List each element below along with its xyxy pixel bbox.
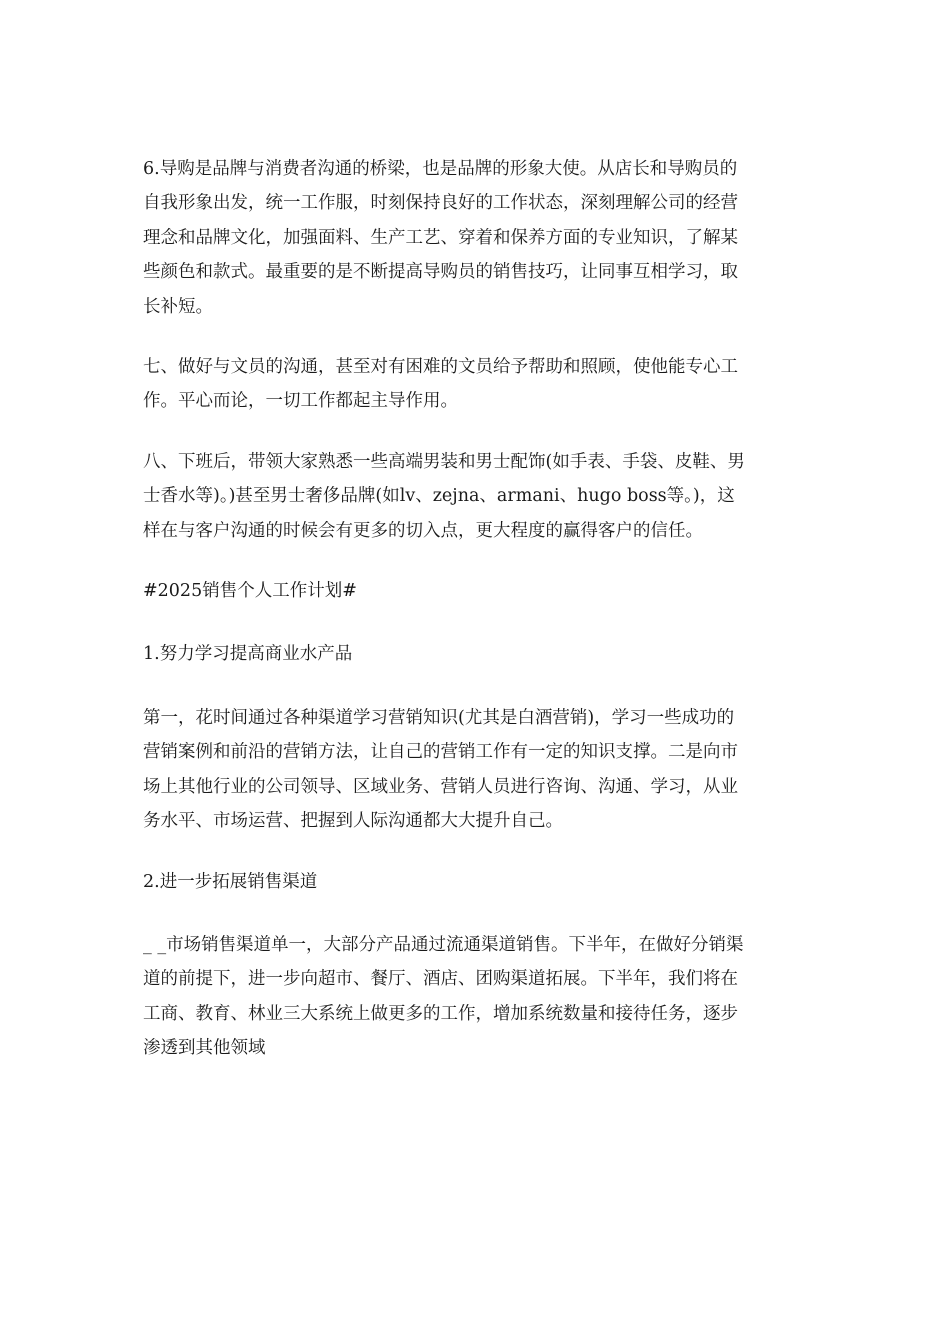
section-heading-1: 1.努力学习提高商业水产品 xyxy=(143,644,353,665)
text-line: 八、下班后，带领大家熟悉一些高端男装和男士配饰(如手表、手袋、皮鞋、男 xyxy=(143,451,745,472)
topic-tag: #2025销售个人工作计划# xyxy=(143,581,357,602)
text-line: 道的前提下，进一步向超市、餐厅、酒店、团购渠道拓展。下半年，我们将在 xyxy=(143,969,738,990)
text-line: 作。平心而论，一切工作都起主导作用。 xyxy=(143,391,458,412)
paragraph-clerk-communication xyxy=(143,350,808,419)
text-line: 第一，花时间通过各种渠道学习营销知识(尤其是白酒营销)，学习一些成功的 xyxy=(143,707,735,728)
text-line: 士香水等)。)甚至男士奢侈品牌(如lv、zejna、armani、hugo boss等。)，这 xyxy=(143,486,735,507)
paragraph-shopping-guide xyxy=(143,152,808,324)
text-line: 6.导购是品牌与消费者沟通的桥梁，也是品牌的形象大使。从店长和导购员的 xyxy=(143,159,738,179)
paragraph-after-work xyxy=(143,445,808,548)
text-line: 工商、教育、林业三大系统上做更多的工作，增加系统数量和接待任务，逐步 xyxy=(143,1003,738,1024)
paragraph-section-2 xyxy=(143,928,808,1066)
text-line: 自我形象出发，统一工作服，时刻保持良好的工作状态，深刻理解公司的经营 xyxy=(143,193,738,214)
paragraph-section-1 xyxy=(143,701,808,839)
text-line: 理念和品牌文化，加强面料、生产工艺、穿着和保养方面的专业知识，了解某 xyxy=(143,227,738,248)
text-line: 样在与客户沟通的时候会有更多的切入点，更大程度的赢得客户的信任。 xyxy=(143,520,703,541)
text-line: 渗透到其他领域 xyxy=(143,1038,266,1059)
text-line: 营销案例和前沿的营销方法，让自己的营销工作有一定的知识支撑。二是向市 xyxy=(143,742,738,763)
text-line: 长补短。 xyxy=(143,296,213,317)
text-line: 务水平、市场运营、把握到人际沟通都大大提升自己。 xyxy=(143,811,563,832)
text-line: 些颜色和款式。最重要的是不断提高导购员的销售技巧，让同事互相学习，取 xyxy=(143,262,738,283)
section-heading-2: 2.进一步拓展销售渠道 xyxy=(143,871,318,892)
text-line: 场上其他行业的公司领导、区域业务、营销人员进行咨询、沟通、学习，从业 xyxy=(143,776,738,797)
document-page xyxy=(143,152,808,1092)
text-line: _ _市场销售渠道单一，大部分产品通过流通渠道销售。下半年，在做好分销渠 xyxy=(143,934,744,955)
text-line: 七、做好与文员的沟通，甚至对有困难的文员给予帮助和照顾，使他能专心工 xyxy=(143,357,738,378)
